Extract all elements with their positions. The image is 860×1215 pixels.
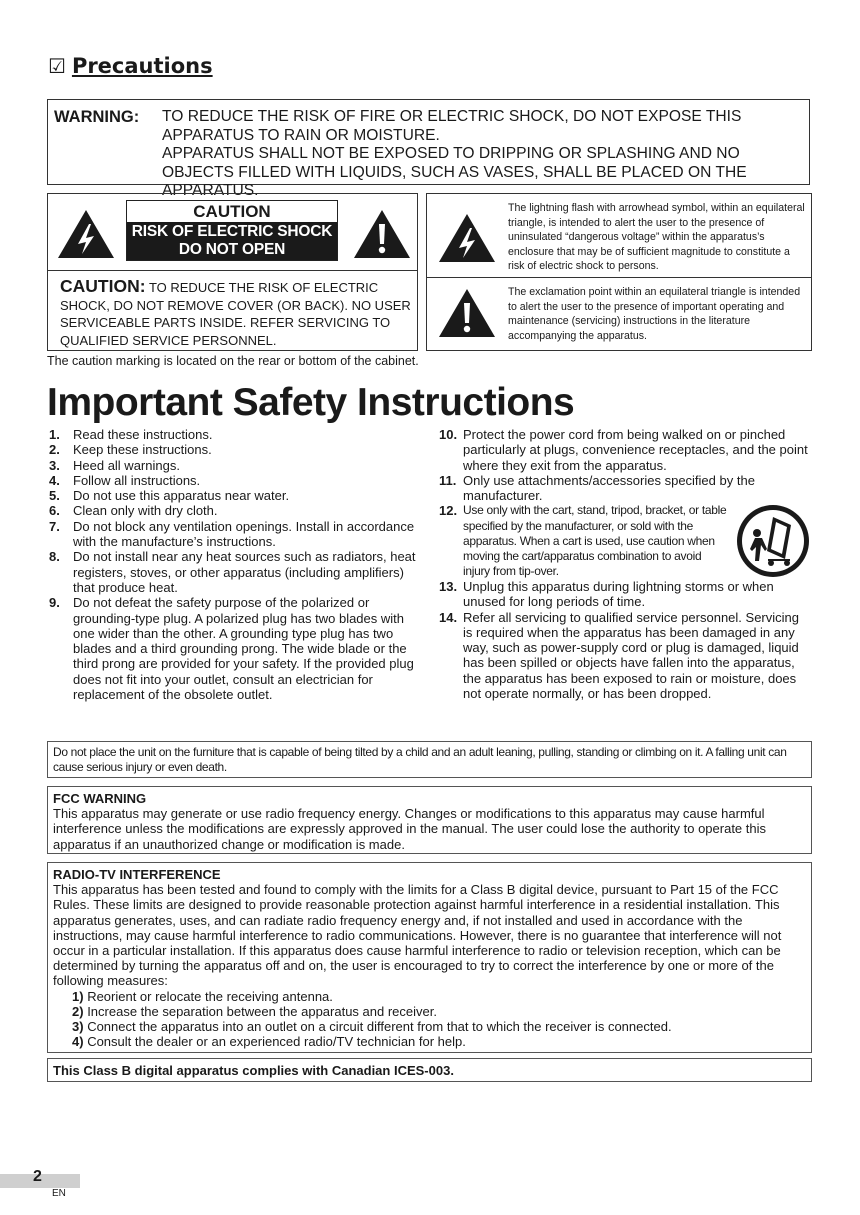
list-item: 2. Keep these instructions. [49, 442, 212, 458]
page-number: 2 [33, 1168, 42, 1185]
page-title: Important Safety Instructions [47, 381, 575, 424]
radio-tv-heading: RADIO-TV INTERFERENCE [53, 867, 221, 882]
caution-label-area [48, 194, 417, 271]
caution-body-text: TO REDUCE THE RISK OF ELECTRIC SHOCK, DO NOT REMOVE COVER (OR BACK). NO USER SERVICEABLE PARTS INSIDE. REFER SERVICING TO QUALIFIED SERVICE PERSONNEL. [60, 280, 411, 348]
caution-body-label: CAUTION: [60, 276, 146, 296]
lightning-warning-icon [56, 208, 116, 260]
list-item: 14. Refer all servicing to qualified service personnel. Servicing is required when the apparatus has been damaged in any way, such as power-supply cord or plug is damaged, liquid has been spilled or objects have fallen into the apparatus, the apparatus has been exposed to rain or moisture, does not operate normally, or has been dropped. [439, 609, 799, 702]
list-item: 10. Protect the power cord from being walked on or pinched particularly at plugs, convenience receptacles, and the point where they exit from the apparatus. [439, 427, 808, 473]
caution-line-1: RISK OF ELECTRIC SHOCK [131, 223, 333, 240]
fcc-warning-box [47, 786, 812, 854]
caution-title: CAUTION [193, 202, 271, 221]
tipover-notice: Do not place the unit on the furniture that is capable of being tilted by a child and an adult leaning, pulling, standing or climbing on it. A falling unit can cause serious injury or even death. [47, 741, 812, 778]
lightning-explanation-row [427, 194, 811, 278]
ices-compliance-box: This Class B digital apparatus complies with Canadian ICES-003. [47, 1058, 812, 1082]
fcc-heading: FCC WARNING [53, 791, 147, 806]
warning-text [162, 108, 807, 201]
fcc-text: This apparatus may generate or use radio frequency energy. Changes or modifications to this apparatus may cause harmful interference unless the modifications are expressly approved in the manual. The user could lose the authority to operate this apparatus if an unauthorized change or modification is made. [53, 806, 767, 852]
list-item: 5. Do not use this apparatus near water. [49, 488, 290, 504]
exclamation-warning-icon [352, 208, 412, 260]
caution-marking-note: The caution marking is located on the rear or bottom of the cabinet. [47, 354, 419, 368]
section-title: Precautions [71, 54, 213, 78]
symbol-explanation-box [426, 193, 812, 351]
instructions-list-left [49, 427, 419, 702]
list-item: 1) Reorient or relocate the receiving antenna. [72, 988, 333, 1004]
list-item: 13. Unplug this apparatus during lightning storms or when unused for long periods of time. [439, 578, 774, 610]
list-item: 1. Read these instructions. [49, 427, 213, 442]
lightning-explanation-text: The lightning flash with arrowhead symbol, within an equilateral triangle, is intended to alert the user to the presence of uninsulated “dangerous voltage” within the apparatus’s enclosure that may be of sufficient magnitude to constitute a risk of electric shock to persons. [508, 202, 805, 272]
list-item: 12. Use only with the cart, stand, tripod, bracket, or table specified by the manufacturer, or sold with the apparatus. When a cart is used, use caution when moving the cart/apparatus combination to avoid injury from tip-over. [439, 503, 727, 578]
warning-box [47, 99, 810, 199]
caution-label [126, 200, 338, 261]
caution-box [47, 193, 418, 351]
list-item: 4. Follow all instructions. [49, 472, 201, 488]
warning-text-2: APPARATUS SHALL NOT BE EXPOSED TO DRIPPING OR SPLASHING AND NO OBJECTS FILLED WITH LIQUIDS, SUCH AS VASES, SHALL BE PLACED ON THE APPARATUS. [162, 145, 747, 199]
caution-body [60, 278, 412, 349]
list-item: 4) Consult the dealer or an experienced radio/TV technician for help. [72, 1034, 466, 1050]
warning-text-1: TO REDUCE THE RISK OF FIRE OR ELECTRIC SHOCK, DO NOT EXPOSE THIS APPARATUS TO RAIN OR MOISTURE. [162, 108, 742, 144]
lightning-symbol-icon [437, 212, 497, 264]
caution-band [127, 222, 337, 260]
radio-tv-text: This apparatus has been tested and found to comply with the limits for a Class B digital device, pursuant to Part 15 of the FCC Rules. These limits are designed to provide reasonable protection against harmful interference in a residential installation. This apparatus generates, uses, and can radiate radio frequency energy and, if not installed and used in accordance with the instructions, may cause harmful interference to radio communications. However, there is no guarantee that interference will not occur in a particular installation. If this apparatus does cause harmful interference to radio or television reception, which can be determined by turning the apparatus off and on, the user is encouraged to try to correct the interference by one or more of the following measures: [53, 882, 782, 989]
list-item: 2) Increase the separation between the apparatus and receiver. [72, 1003, 437, 1019]
list-item: 8. Do not install near any heat sources such as radiators, heat registers, stoves, or other apparatus (including amplifiers) that produce heat. [49, 549, 416, 595]
caution-line-2: DO NOT OPEN [178, 241, 286, 258]
list-item: 11. Only use attachments/accessories specified by the manufacturer. [439, 472, 755, 504]
language-code: EN [52, 1188, 66, 1199]
exclamation-symbol-icon [437, 287, 497, 339]
list-item: 9. Do not defeat the safety purpose of the polarized or grounding-type plug. A polarized plug has two blades with one wider than the other. A grounding type plug has two blades and a third grounding prong. The wide blade or the third prong are provided for your safety. If the provided plug does not fit into your outlet, consult an electrician for replacement of the obsolete outlet. [49, 595, 414, 703]
list-item: 6. Clean only with dry cloth. [49, 503, 218, 519]
radio-tv-interference-box [47, 862, 812, 1053]
list-item: 7. Do not block any ventilation openings. Install in accordance with the manufacture’s instructions. [49, 518, 415, 550]
exclamation-explanation-text: The exclamation point within an equilateral triangle is intended to alert the user to the presence of important operating and maintenance (servicing) instructions in the literature accompanying the apparatus. [508, 286, 801, 342]
cart-tipover-warning-icon [735, 503, 811, 579]
section-heading [48, 54, 213, 78]
warning-label: WARNING: [54, 108, 140, 126]
list-item: 3) Connect the apparatus into an outlet on a circuit different from that to which the receiver is connected. [72, 1019, 672, 1035]
checkbox-icon: ☑ [48, 54, 66, 78]
list-item: 3. Heed all warnings. [49, 457, 180, 473]
